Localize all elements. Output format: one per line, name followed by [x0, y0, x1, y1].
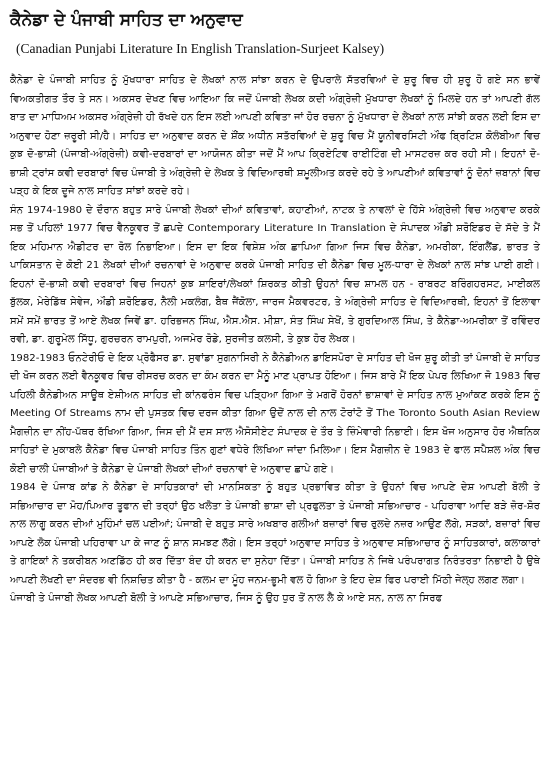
document-subtitle: (Canadian Punjabi Literature In English Translation-Surjeet Kalsey) [16, 41, 385, 56]
paragraph: ਕੈਨੇਡਾ ਦੇ ਪੰਜਾਬੀ ਸਾਹਿਤ ਨੂੰ ਮੁੱਖਧਾਰਾ ਸਾਹਿਤ ਦੇ ਲੇਖਕਾਂ ਨਾਲ ਸਾਂਝਾ ਕਰਨ ਦੇ ਉਪਰਾਲੇ ਸੱਤਰਵਿਆਂ ਦੇ ਸ਼ੁਰੂ ਵਿਚ ਹੀ ਸ਼ੁਰੂ ਹੋ ਗਏ ਸਨ ਭਾਵੇਂ ਵਿਅਕਤੀਗਤ ਤੌਰ ਤੇ ਸਨ। ਅਕਸਰ ਦੇਖਣ ਵਿਚ ਆਇਆ ਕਿ ਜਦੋਂ ਪੰਜਾਬੀ ਲੇਖਕ ਕਦੀ ਅੰਗ੍ਰੇਜ਼ੀ ਮੁੱਖਧਾਰਾ ਲੇਖਕਾਂ ਨੂੰ ਮਿਲਦੇ ਹਨ ਤਾਂ ਆਪਣੀ ਗੱਲ ਬਾਤ ਦਾ ਮਾਧਿਅਮ ਅਕਸਰ ਅੰਗ੍ਰੇਜ਼ੀ ਹੀ ਰੱਖਦੇ ਹਨ ਇਸ ਲਈ ਆਪਣੀ ਕਵਿਤਾ ਜਾਂ ਹੋਰ ਰਚਨਾ ਨੂੰ ਮੁੱਖਧਾਰਾ ਦੇ ਲੇਖਕਾਂ ਨਾਲ ਸਾਂਝੀ ਕਰਨ ਲਈ ਇਸ ਦਾ ਅਨੁਵਾਦ ਹੋਣਾ ਜ਼ਰੂਰੀ ਸੀ/ਹੈ। ਸਾਹਿਤ ਦਾ ਅਨੁਵਾਦ ਕਰਨ ਦੇ ਸ਼ੌਂਕ ਅਧੀਨ ਸਤੱਰਵਿਆਂ ਦੇ ਸ਼ੁਰੂ ਵਿਚ ਮੈਂ ਯੂਨੀਵਰਸਿਟੀ ਔਫ ਬ੍ਰਿਟਿਸ਼ ਕੋਲੰਬੀਆ ਵਿਚ ਕੁਝ ਦੋ-ਭਾਸ਼ੀ (ਪੰਜਾਬੀ-ਅੰਗ੍ਰੇਜ਼ੀ) ਕਵੀ-ਦਰਬਾਰਾਂ ਦਾ ਆਯੋਜਨ ਕੀਤਾ ਜਦੋਂ ਮੈਂ ਆਪ ਕ੍ਰਿਏਟਿਵ ਰਾਈਟਿੰਗ ਦੀ ਮਾਸਟਰਜ਼ ਕਰ ਰਹੀ ਸੀ। ਇਹਨਾਂ ਦੋ-ਭਾਸ਼ੀ ਟ੍ਰਾਂਸ ਕਵੀ ਦਰਬਾਰਾਂ ਵਿਚ ਪੰਜਾਬੀ ਤੇ ਅੰਗ੍ਰੇਜ਼ੀ ਦੇ ਲੇਖਕ ਤੇ ਵਿਦਿਆਰਥੀ ਸ਼ਮੂਲੀਅਤ ਕਰਦੇ ਰਹੇ ਤੇ ਆਪਣੀਆਂ ਕਵਿਤਾਵਾਂ ਨੂੰ ਦੋਨਾਂ ਜ਼ਬਾਨਾਂ ਵਿਚ ਪੜ੍ਹ ਕੇ ਇਕ ਦੂਜੇ ਨਾਲ ਸਾਹਿਤ ਸਾਂਝਾਂ ਕਰਦੇ ਰਹੇ। [10, 75, 540, 197]
paragraph: 1984 ਦੇ ਪੰਜਾਬ ਕਾਂਡ ਨੇ ਕੈਨੇਡਾ ਦੇ ਸਾਹਿਤਕਾਰਾਂ ਦੀ ਮਾਨਸਿਕਤਾ ਨੂੰ ਬਹੁਤ ਪ੍ਰਭਾਵਿਤ ਕੀਤਾ ਤੇ ਉਹਨਾਂ ਵਿਚ ਆਪਣੇ ਦੇਸ਼ ਆਪਣੀ ਬੋਲੀ ਤੇ ਸਭਿਆਚਾਰ ਦਾ ਮੋਹ/ਪਿਆਰ ਤੂਫਾਨ ਦੀ ਤਰ੍ਹਾਂ ਉਠ ਖਲੋਤਾ ਤੇ ਪੰਜਾਬੀ ਭਾਸ਼ਾ ਦੀ ਪ੍ਰਫੁਲਤਾ ਤੇ ਪੰਜਾਬੀ ਸਭਿਆਚਾਰ - ਪਹਿਰਾਵਾ ਆਦਿ ਬੜੇ ਜ਼ੋਰ-ਸ਼ੋਰ ਨਾਲ ਲਾਗੂ ਕਰਨ ਦੀਆਂ ਮੁਹਿੰਮਾਂ ਚਲ ਪਈਆਂ; ਪੰਜਾਬੀ ਦੇ ਬਹੁਤ ਸਾਰੇ ਅਖਬਾਰ ਗਲੀਆਂ ਬਜ਼ਾਰਾਂ ਵਿਚ ਰੁਲਦੇ ਨਜ਼ਰ ਆਉਣ ਲੱਗੇ, ਸੜਕਾਂ, ਬਜ਼ਾਰਾਂ ਵਿਚ ਆਪਣੇ ਲੋਕ ਪੰਜਾਬੀ ਪਹਿਰਾਵਾ ਪਾ ਕੇ ਜਾਣ ਨੂੰ ਸ਼ਾਨ ਸਮਝਣ ਲੱਗੇ। ਇਸ ਤਰ੍ਹਾਂ ਅਨੁਵਾਦ ਸਾਹਿਤ ਤੇ ਅਨੁਵਾਦ ਸਭਿਆਚਾਰ ਨੂੰ ਸਾਹਿਤਕਾਰਾਂ, ਕਲਾਕਾਰਾਂ ਤੇ ਗਾਇਕਾਂ ਨੇ ਤਕਰੀਬਨ ਅਣਡਿੱਠ ਹੀ ਕਰ ਦਿੱਤਾ ਬੰਦ ਹੀ ਕਰਨ ਦਾ ਸੁਨੇਹਾ ਦਿੱਤਾ। ਪੰਜਾਬੀ ਸਾਹਿਤ ਨੇ ਜਿਥੇ ਪਰੰਪਰਾਗਤ ਨਿਰੰਤਰਤਾ ਨਿਭਾਈ ਹੈ ਉਥੇ ਆਪਣੀ ਲੇਖਣੀ ਦਾ ਸੰਦਰਭ ਵੀ ਨਿਸ਼ਚਿਤ ਕੀਤਾ ਹੈ - ਕਲਮ ਦਾ ਮੂੰਹ ਜਨਮ-ਭੂਮੀ ਵਲ ਹੋ ਗਿਆ ਤੇ ਇਹ ਦੇਸ਼ ਫਿਰ ਪਰਾਈ ਮਿੱਠੀ ਜੇਲ੍ਹ ਲਗਣ ਲਗਾ। [10, 482, 541, 586]
paragraph: ਸੰਨ 1974-1980 ਦੇ ਦੌਰਾਨ ਬਹੁਤ ਸਾਰੇ ਪੰਜਾਬੀ ਲੇਖਕਾਂ ਦੀਆਂ ਕਵਿਤਾਵਾਂ, ਕਹਾਣੀਆਂ, ਨਾਟਕ ਤੇ ਨਾਵਲਾਂ ਦੇ ਹਿੱਸੇ ਅੰਗ੍ਰੇਜ਼ੀ ਵਿਚ ਅਨੁਵਾਦ ਕਰਕੇ ਸਭ ਤੋਂ ਪਹਿਲਾਂ 1977 ਵਿਚ ਵੈਨਕੂਵਰ ਤੋਂ ਛਪਦੇ Contemporary Literature In Translation ਦੇ ਸੰਪਾਦਕ ਔਡੀ ਸ਼ਰੋਇਡਰ ਦੇ ਸੱਦੇ ਤੇ ਮੈਂ ਇਕ ਮਹਿਮਾਨ ਐਡੀਟਰ ਦਾ ਰੋਲ ਨਿਭਾਇਆ। ਇਸ ਦਾ ਇਕ ਵਿਸ਼ੇਸ਼ ਅੰਕ ਛਾਪਿਆ ਗਿਆ ਜਿਸ ਵਿਚ ਕੈਨੇਡਾ, ਅਮਰੀਕਾ, ਇੰਗਲੈਂਡ, ਭਾਰਤ ਤੇ ਪਾਕਿਸਤਾਨ ਦੇ ਕੋਈ 21 ਲੇਖਕਾਂ ਦੀਆਂ ਰਚਨਾਵਾਂ ਦੇ ਅਨੁਵਾਦ ਕਰਕੇ ਪੰਜਾਬੀ ਸਾਹਿਤ ਦੀ ਕੈਨੇਡਾ ਵਿਚ ਮੂਲ-ਧਾਰਾ ਦੇ ਲੇਖਕਾਂ ਨਾਲ ਸਾਂਝ ਪਾਈ ਗਈ। ਇਹਨਾਂ ਦੋ-ਭਾਸ਼ੀ ਕਵੀ ਦਰਬਾਰਾਂ ਵਿਚ ਜਿਹਨਾਂ ਕੁਝ ਸ਼ਾਇਰਾਂ/ਲੇਖਕਾਂ ਸ਼ਿਰਕਤ ਕੀਤੀ ਉਹਨਾਂ ਵਿਚ ਸ਼ਾਮਲ ਹਨ - ਰਾਬਰਟ ਬਰਿੰਗਹਰਸਟ, ਮਾਈਕਲ ਬੁੱਲਕ, ਮੇਰੇਡਿੱਥ ਸੇਵੇਜ, ਔਡੀ ਸ਼ਰੋਇਡਰ, ਨੈਲੀ ਮਕਲੰਗ, ਬੈਥ ਜੈਂਕੋਲਾ, ਜਾਰਜ ਮੈਕਵਰਟਰ, ਤੇ ਅੰਗ੍ਰੇਜ਼ੀ ਸਾਹਿਤ ਦੇ ਵਿਦਿਆਰਥੀ, ਇਹਨਾਂ ਤੋਂ ਇਲਾਵਾ ਸਮੇਂ ਸਮੇਂ ਭਾਰਤ ਤੋਂ ਆਏ ਲੇਖਕ ਜਿਵੇਂ ਡਾ. ਹਰਿਭਜਨ ਸਿੰਘ, ਐਸ.ਐਸ. ਮੀਸ਼ਾ, ਸੰਤ ਸਿੰਘ ਸੇਖੋਂ, ਤੇ ਗੁਰਦਿਆਲ ਸਿੰਘ, ਤੇ ਕੈਨੇਡਾ-ਅਮਰੀਕਾ ਤੋਂ ਰਵਿੰਦਰ ਰਵੀ, ਡਾ. ਗੁਰੂਮੇਲ ਸਿੱਧੂ, ਗੁਰਚਰਨ ਰਾਮਪੁਰੀ, ਅਜਮੇਰ ਰੋਡੇ, ਸੁਰਜੀਤ ਕਲਸੀ, ਤੇ ਕੁਝ ਹੋਰ ਲੇਖਕ। [10, 204, 540, 345]
document-title: ਕੈਨੇਡਾ ਦੇ ਪੰਜਾਬੀ ਸਾਹਿਤ ਦਾ ਅਨੁਵਾਦ [10, 10, 243, 30]
paragraph: 1982-1983 ਓਨਟੇਰੀਓ ਦੇ ਇਕ ਪ੍ਰੋਫੈਸਰ ਡਾ. ਸੁਵਾਂਡਾ ਸੁਗਨਾਸਿਰੀ ਨੇ ਕੈਨੇਡੀਅਨ ਡਾਇਸਪੋਰਾ ਦੇ ਸਾਹਿਤ ਦੀ ਖੋਜ ਸ਼ੁਰੂ ਕੀਤੀ ਤਾਂ ਪੰਜਾਬੀ ਦੇ ਸਾਹਿਤ ਦੀ ਖੋਜ ਕਰਨ ਲਈ ਵੈਨਕੂਵਰ ਵਿਚ ਰੀਸਰਚ ਕਰਨ ਦਾ ਕੰਮ ਕਰਨ ਦਾ ਮੈਨੂੰ ਮਾਣ ਪ੍ਰਾਪਤ ਹੋਇਆ। ਜਿਸ ਬਾਰੇ ਮੈਂ ਇਕ ਪੇਪਰ ਲਿਖਿਆ ਜੋ 1983 ਵਿਚ ਪਹਿਲੀ ਕੈਨੇਡੀਅਨ ਸਾਊਥ ਏਸ਼ੀਅਨ ਸਾਹਿਤ ਦੀ ਕਾਂਨਫਰੰਸ ਵਿਚ ਪੜ੍ਹਿਆ ਗਿਆ ਤੇ ਮਗਰੋਂ ਹੋਰਨਾਂ ਭਾਸ਼ਾਵਾਂ ਦੇ ਸਾਹਿਤ ਨਾਲ ਮੁਆਂਕਣ ਕਰਕੇ ਇਸ ਨੂੰ Meeting Of Streams ਨਾਮ ਦੀ ਪੁਸਤਕ ਵਿਚ ਦਰਜ ਕੀਤਾ ਗਿਆ ਉਦੋਂ ਨਾਲ ਦੀ ਨਾਲ ਟੋਰਾਂਟੋ ਤੋਂ The Toronto South Asian Review ਮੈਗਜ਼ੀਨ ਦਾ ਨੀਂਹ-ਪੱਥਰ ਰੱਖਿਆ ਗਿਆ, ਜਿਸ ਦੀ ਮੈਂ ਦਸ ਸਾਲ ਐਸੋਸੀਏਟ ਸੰਪਾਦਕ ਦੇ ਤੌਰ ਤੇ ਜ਼ਿੰਮੇਵਾਰੀ ਨਿਭਾਈ। ਇਸ ਖੋਜ ਅਨੁਸਾਰ ਹੋਰ ਐਥਨਿਕ ਸਾਹਿਤਾਂ ਦੇ ਮੁਕਾਬਲੇ ਕੈਨੇਡਾ ਵਿਚ ਪੰਜਾਬੀ ਸਾਹਿਤ ਤਿੰਨ ਗੁਣਾਂ ਵਧੇਰੇ ਲਿਖਿਆ ਜਾਂਦਾ ਮਿਲਿਆ। ਇਸ ਮੈਗਜ਼ੀਨ ਦੇ 1983 ਦੇ ਫਾਲ ਸਪੈਸ਼ਲ ਅੰਕ ਵਿਚ ਕੋਈ ਚਾਲੀ ਪੰਜਾਬੀਆਂ ਤੇ ਕੈਨੇਡਾ ਦੇ ਪੰਜਾਬੀ ਲੇਖਕਾਂ ਦੀਆਂ ਰਚਨਾਵਾਂ ਦੇ ਅਨੁਵਾਦ ਛਾਪੇ ਗਏ। [10, 352, 540, 475]
paragraph: ਪੰਜਾਬੀ ਤੇ ਪੰਜਾਬੀ ਲੇਖਕ ਆਪਣੀ ਬੋਲੀ ਤੇ ਆਪਣੇ ਸਭਿਆਚਾਰ, ਜਿਸ ਨੂੰ ਉਹ ਧੁਰ ਤੋਂ ਨਾਲ ਲੈ ਕੇ ਆਏ ਸਨ, ਨਾਲ ਨਾ ਸਿਰਫ [10, 593, 443, 604]
article-body [8, 72, 542, 609]
